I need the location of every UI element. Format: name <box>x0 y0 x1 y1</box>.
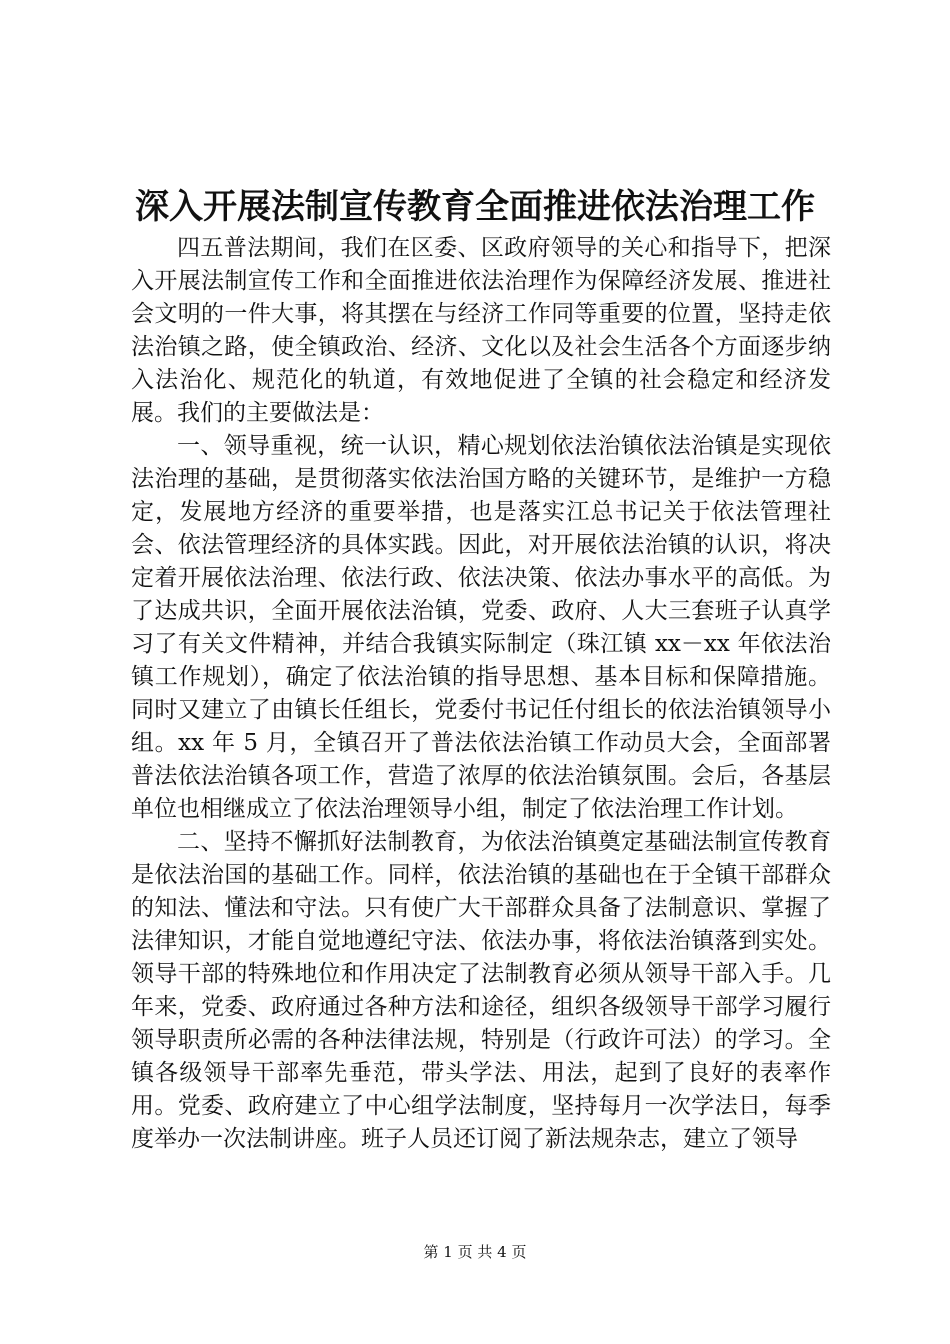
page-footer: 第 1 页 共 4 页 <box>423 1243 527 1261</box>
paragraph-section-2: 二、坚持不懈抓好法制教育，为依法治镇奠定基础法制宣传教育是依法治国的基础工作。同样，依法治镇的基础也在于全镇干部群众的知法、懂法和守法。只有使广大干部群众具备了法制意识、掌握了法律知识，才能自觉地遵纪守法、依法办事，将依法治镇落到实处。领导干部的特殊地位和作用决定了法制教育必须从领导干部入手。几年来，党委、政府通过各种方法和途径，组织各级领导干部学习履行领导职责所必需的各种法律法规，特别是（行政许可法）的学习。全镇各级领导干部率先垂范，带头学法、用法，起到了良好的表率作用。党委、政府建立了中心组学法制度，坚持每月一次学法日，每季度举办一次法制讲座。班子人员还订阅了新法规杂志，建立了领导 <box>131 829 831 1152</box>
paragraph-intro: 四五普法期间，我们在区委、区政府领导的关心和指导下，把深入开展法制宣传工作和全面推进依法治理作为保障经济发展、推进社会文明的一件大事，将其摆在与经济工作同等重要的位置，坚持走依法治镇之路，使全镇政治、经济、文化以及社会生活各个方面逐步纳入法治化、规范化的轨道，有效地促进了全镇的社会稳定和经济发展。我们的主要做法是： <box>131 235 831 426</box>
document-title: 深入开展法制宣传教育全面推进依法治理工作 <box>135 187 815 227</box>
document-body <box>131 232 831 1156</box>
paragraph-section-1: 一、领导重视，统一认识，精心规划依法治镇依法治镇是实现依法治理的基础，是贯彻落实依法治国方略的关键环节，是维护一方稳定，发展地方经济的重要举措，也是落实江总书记关于依法管理社会、依法管理经济的具体实践。因此，对开展依法治镇的认识，将决定着开展依法治理、依法行政、依法决策、依法办事水平的高低。为了达成共识，全面开展依法治镇，党委、政府、人大三套班子认真学习了有关文件精神，并结合我镇实际制定（珠江镇 xx－xx 年依法治镇工作规划），确定了依法治镇的指导思想、基本目标和保障措施。同时又建立了由镇长任组长，党委付书记任付组长的依法治镇领导小组。xx 年 5 月，全镇召开了普法依法治镇工作动员大会，全面部署普法依法治镇各项工作，营造了浓厚的依法治镇氛围。会后，各基层单位也相继成立了依法治理领导小组，制定了依法治理工作计划。 <box>131 433 831 822</box>
